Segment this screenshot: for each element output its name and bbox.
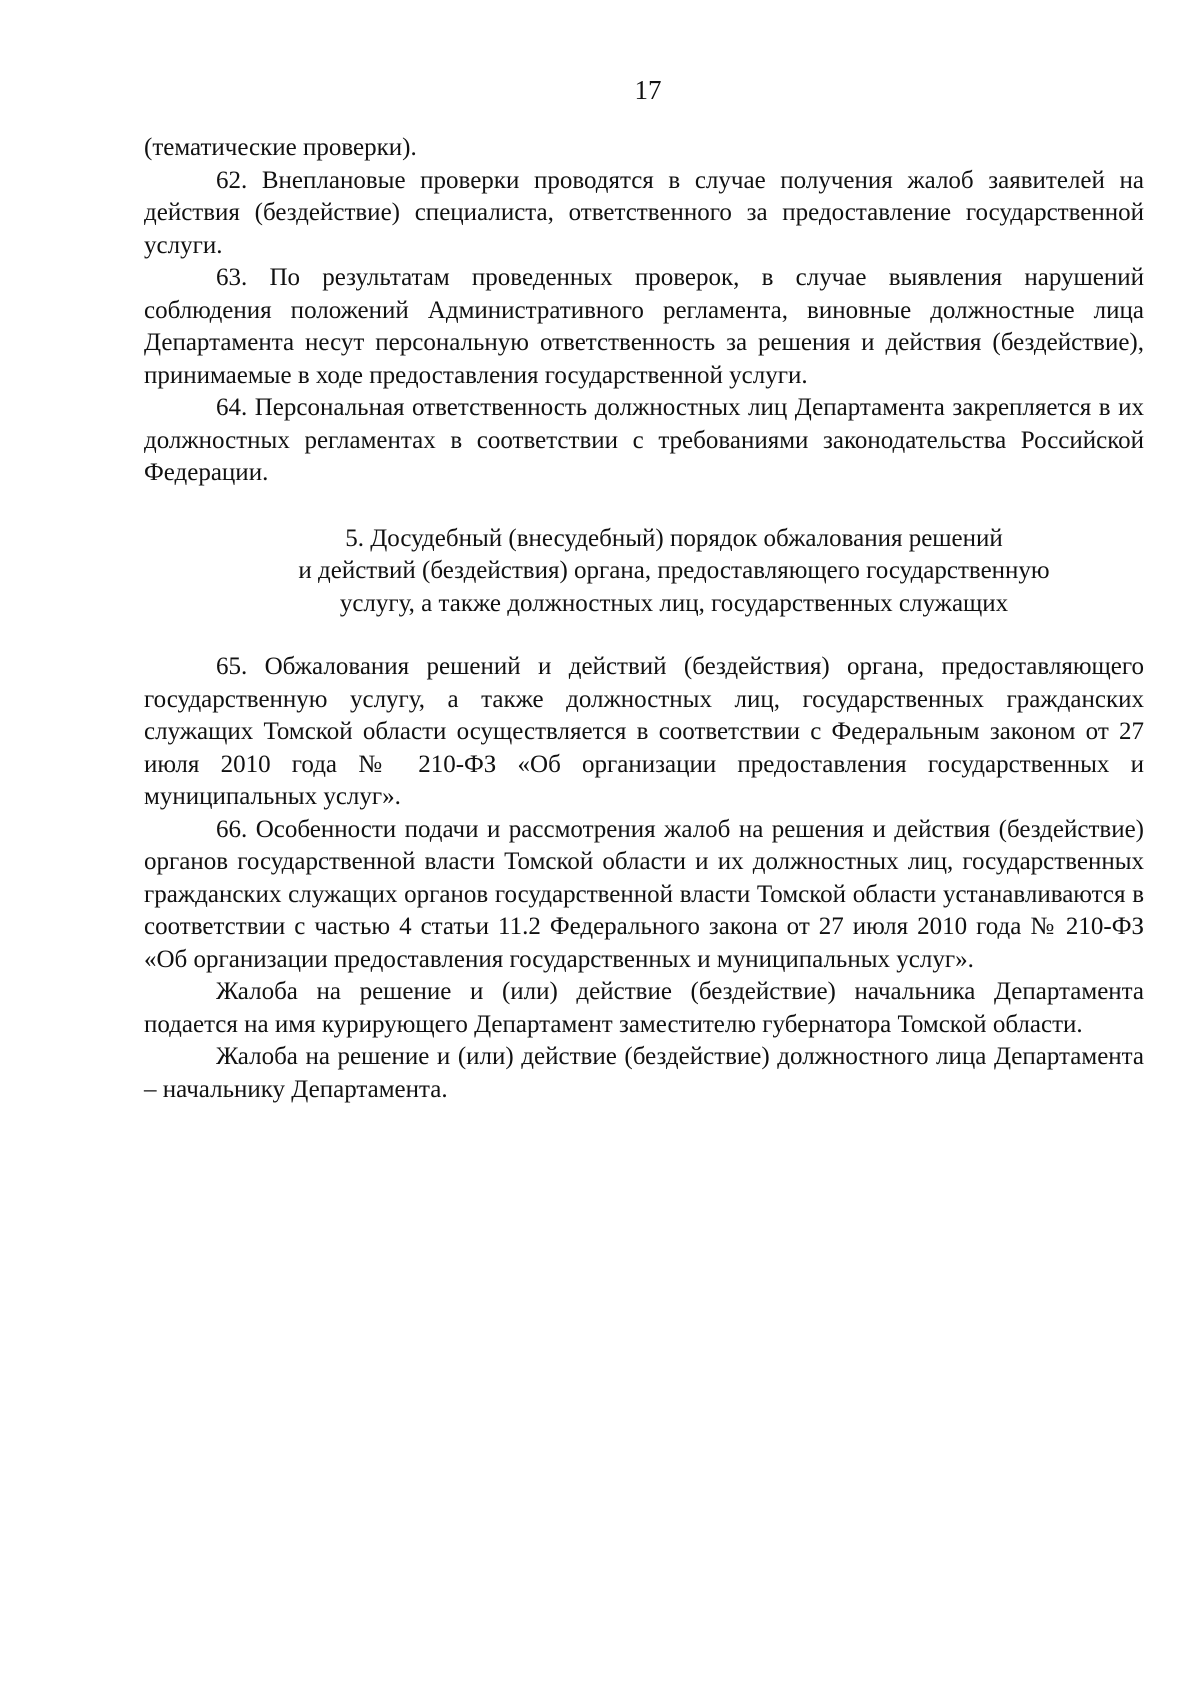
section-heading-line-1: 5. Досудебный (внесудебный) порядок обжалования решений	[345, 524, 1003, 552]
paragraph-62: 62. Внеплановые проверки проводятся в случае получения жалоб заявителей на действия (бездействие) специалиста, ответственного за предоставление государственной услуги.	[144, 166, 1144, 259]
paragraph-64: 64. Персональная ответственность должностных лиц Департамента закрепляется в их должностных регламентах в соответствии с требованиями законодательства Российской Федерации.	[144, 394, 1144, 486]
paragraph-complaint-head: Жалоба на решение и (или) действие (бездействие) начальника Департамента подается на имя курирующего Департамент заместителю губернатора Томской области.	[144, 978, 1144, 1038]
paragraph-continuation: (тематические проверки).	[144, 134, 417, 161]
document-body	[144, 132, 1144, 1106]
paragraph-63: 63. По результатам проведенных проверок, в случае выявления нарушений соблюдения положений Административного регламента, виновные должностные лица Департамента несут персональную ответственность за решения и действия (бездействие), принимаемые в ходе предоставления государственной услуги.	[144, 264, 1144, 389]
section-heading-line-3: услугу, а также должностных лиц, государственных служащих	[339, 589, 1009, 617]
section-heading	[144, 523, 1144, 621]
page-number: 17	[634, 75, 662, 105]
section-heading-line-2: и действий (бездействия) органа, предоставляющего государственную	[298, 557, 1050, 584]
paragraph-65: 65. Обжалования решений и действий (бездействия) органа, предоставляющего государственную услугу, а также должностных лиц, государственных гражданских служащих Томской области осуществляется в соответствии с Федеральным законом от 27 июля 2010 года № 210-ФЗ «Об организации предоставления государственных и муниципальных услуг».	[144, 653, 1144, 810]
paragraph-complaint-official: Жалоба на решение и (или) действие (бездействие) должностного лица Департамента – начальнику Департамента.	[144, 1043, 1144, 1103]
paragraph-66: 66. Особенности подачи и рассмотрения жалоб на решения и действия (бездействие) органов государственной власти Томской области и их должностных лиц, государственных гражданских служащих органов государственной власти Томской области устанавливаются в соответствии с частью 4 статьи 11.2 Федерального закона от 27 июля 2010 года № 210-ФЗ «Об организации предоставления государственных и муниципальных услуг».	[144, 815, 1144, 973]
